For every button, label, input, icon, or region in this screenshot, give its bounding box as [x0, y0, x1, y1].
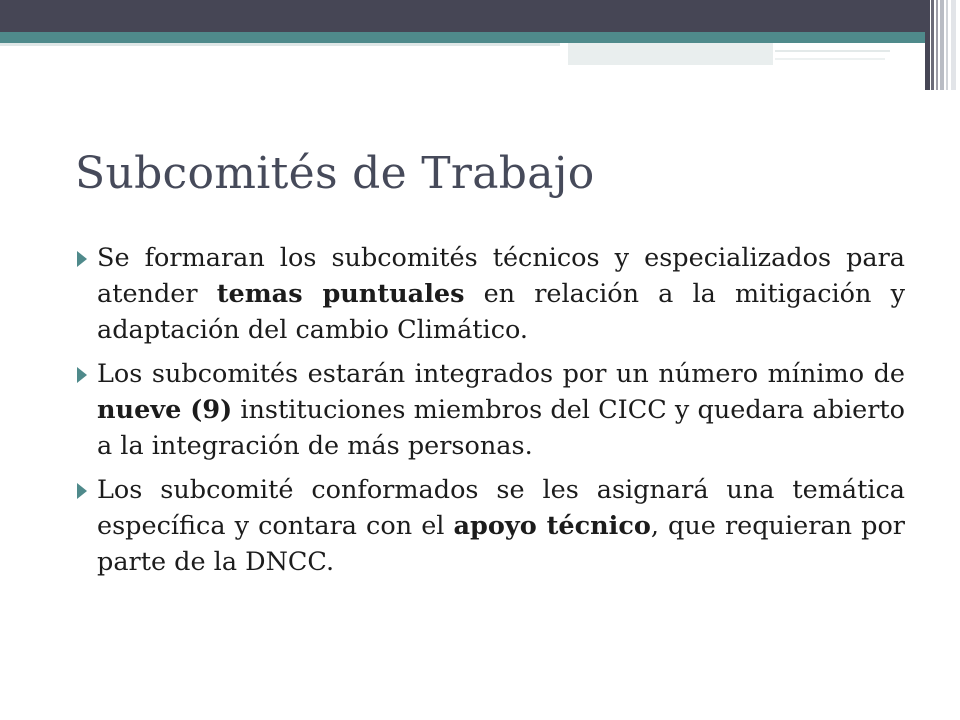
bullet-item — [75, 356, 905, 464]
header-light-line — [0, 43, 560, 46]
triangle-right-icon — [77, 483, 87, 499]
bullet-text: , que requieran por parte de la DNCC. — [97, 511, 905, 577]
bullet-text: Los subcomité conformados se les asignará una temática específica y contara con el — [97, 475, 905, 541]
bullet-text: Se formaran los subcomités técnicos y especializados para atender — [97, 243, 905, 309]
triangle-right-icon — [77, 367, 87, 383]
bullet-list — [75, 240, 905, 588]
bullet-item — [75, 240, 905, 348]
header-thin-line — [775, 50, 890, 52]
header-dark-band — [0, 0, 925, 32]
bullet-item — [75, 472, 905, 580]
bullet-bold-text: apoyo técnico — [453, 511, 651, 541]
bullet-text: en relación a la mitigación y adaptación del cambio Climático. — [97, 279, 905, 345]
header-stripes — [925, 0, 960, 90]
slide-title: Subcomités de Trabajo — [75, 148, 595, 199]
bullet-bold-text: temas puntuales — [216, 279, 465, 309]
header-thin-line-2 — [775, 58, 885, 60]
triangle-right-icon — [77, 251, 87, 267]
bullet-text: instituciones miembros del CICC y quedara abierto a la integración de más personas. — [97, 395, 905, 461]
bullet-text: Los subcomités estarán integrados por un número mínimo de — [97, 359, 905, 389]
header-accent-band — [0, 32, 925, 43]
bullet-bold-text: nueve (9) — [97, 395, 233, 425]
header-light-block — [568, 43, 773, 65]
header-decoration — [0, 0, 960, 90]
